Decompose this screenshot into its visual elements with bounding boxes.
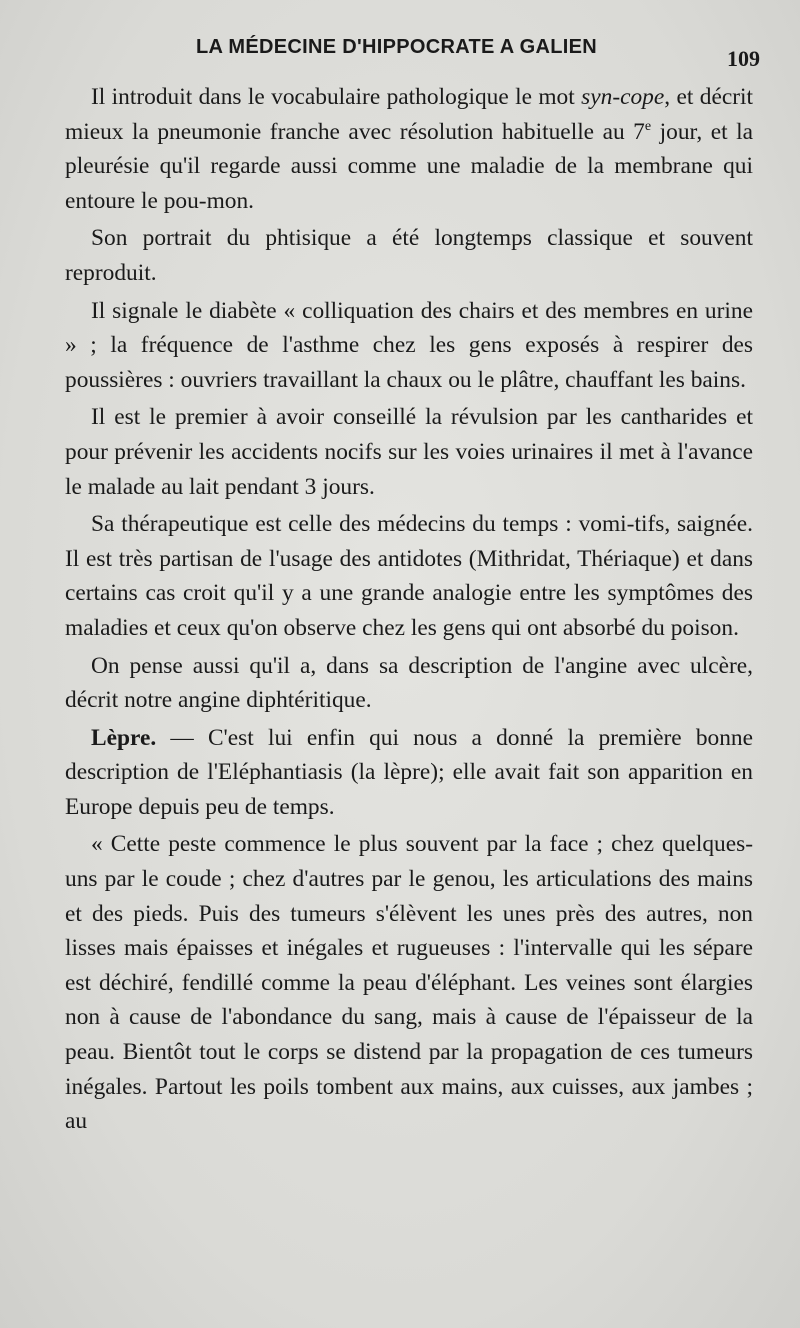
paragraph-diabete: Il signale le diabète « colliquation des chairs et des membres en urine » ; la fréquence de l'asthme chez les gens exposés à respirer des poussières : ouvriers travaillant la chaux ou le plâtre, chauffant les bains. [65,297,753,393]
paragraph-syncope [65,80,753,218]
page-number: 109 [727,46,760,71]
paragraph-text: jour, et la pleurésie qu'il regarde aussi comme une maladie de la membrane qui entoure le pou-mon. [65,118,753,214]
ordinal-superscript: e [644,117,652,134]
paragraph-phtisique: Son portrait du phtisique a été longtemps classique et souvent reproduit. [65,225,753,286]
paragraph-angine: On pense aussi qu'il a, dans sa description de l'angine avec ulcère, décrit notre angine diphtéritique. [65,652,753,714]
paragraph-therapeutique: Sa thérapeutique est celle des médecins du temps : vomi-tifs, saignée. Il est très partisan de l'usage des antidotes (Mithridat, Thériaque) et dans certains cas croit qu'il y a une grande analogie entre les symptômes des maladies et ceux qu'on observe chez les gens qui ont absorbé du poison. [65,511,753,641]
running-head-title: LA MÉDECINE D'HIPPOCRATE A GALIEN [196,36,597,58]
italic-term-syncope: syn-cope [581,84,665,110]
paragraph-revulsion: Il est le premier à avoir conseillé la révulsion par les cantharides et pour prévenir les accidents nocifs sur les voies urinaires il met à l'avance le malade au lait pendant 3 jours. [65,404,753,500]
paragraph-lepre [65,721,753,825]
section-lead-lepre: Lèpre. [91,724,157,751]
paragraph-text: , et décrit mieux la pneumonie franche avec résolution habituelle au 7 [65,84,753,145]
body-text [65,80,753,1142]
paragraph-citation-peste: « Cette peste commence le plus souvent par la face ; chez quelques-uns par le coude ; chez d'autres par le genou, les articulations des mains et des pieds. Puis des tumeurs s'élèvent les unes près des autres, non lisses mais épaisses et inégales et rugueuses : l'intervalle qui les sépare est déchiré, fendillé comme la peau d'éléphant. Les veines sont élargies non à cause de l'abondance du sang, mais à cause de l'épaisseur de la peau. Bientôt tout le corps se distend par la propagation de ces tumeurs inégales. Partout les poils tombent aux mains, aux cuisses, aux jambes ; au [65,831,753,1135]
paragraph-text: — C'est lui enfin qui nous a donné la première bonne description de l'Eléphantiasis (la lèpre); elle avait fait son apparition en Europe depuis peu de temps. [65,724,753,820]
running-head [60,36,760,76]
paragraph-text: Il introduit dans le vocabulaire pathologique le mot [91,84,582,110]
